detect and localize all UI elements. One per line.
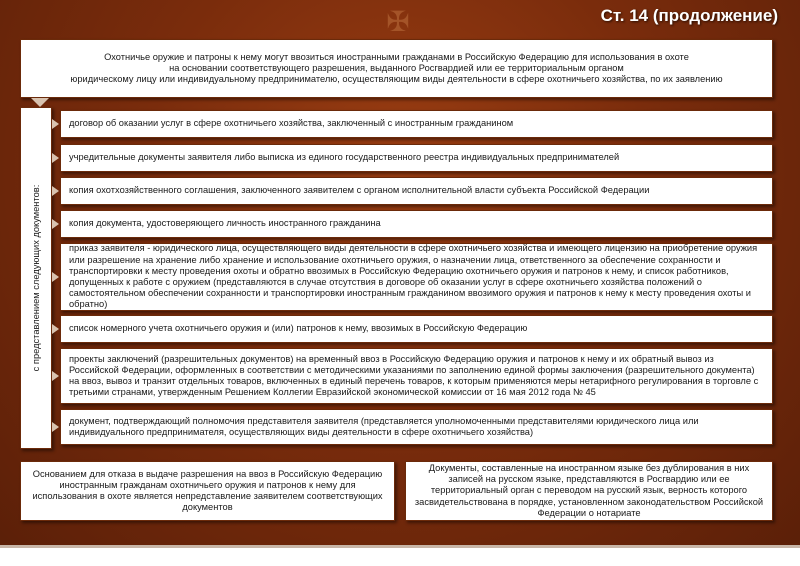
document-text: документ, подтверждающий полномочия представителя заявителя (представляется уполномоченными представителями юридического лица или индивидуального предпринимателя, осуществляющих виды деятельности в сфере охотничьего хозяйства) [69,415,699,437]
emblem-icon: ✠ [386,6,410,37]
intro-line: Охотничье оружие и патроны к нему могут ввозиться иностранными гражданами в Российскую Федерацию для использования в охоте [104,51,689,62]
document-item [60,409,773,445]
document-item [60,348,773,404]
document-item [60,177,773,205]
refusal-basis-box [20,461,395,521]
intro-text [70,52,722,86]
document-text: копия охотхозяйственного соглашения, заключенного заявителем с органом исполнительной власти субъекта Российской Федерации [69,185,650,196]
arrow-right-icon [52,371,59,381]
document-text: копия документа, удостоверяющего личность иностранного гражданина [69,218,381,229]
translation-note-text: Документы, составленные на иностранном языке без дублирования в них записей на русском языке, представляются в Росгвардию или ее территориальный орган с переводом на русский язык, верность которого засвидетельствована в порядке, установленном законодательством Российской Федерации о нотариате [414,462,764,518]
page-title: Ст. 14 (продолжение) [600,6,778,25]
document-text: проекты заключений (разрешительных документов) на временный ввоз в Российскую Федерацию оружия и патронов к нему и их обратный вывоз из Российской Федерации, оформленных в соответствии с методическими указаниями по заполнению единой формы заключения (разрешительного документа) на ввоз, вывоз и транзит отдельных товаров, включенных в единый перечень товаров, к которым применяются меры нетарифного регулирования в торговле с третьими странами, утвержденным Решением Коллегии Евразийской экономической комиссии от 16 мая 2012 года № 45 [69,353,759,398]
side-label: с представлением следующих документов: [31,184,41,372]
arrow-right-icon [52,219,59,229]
arrow-right-icon [52,119,59,129]
arrow-right-icon [52,186,59,196]
footer-band [0,548,800,566]
arrow-right-icon [52,153,59,163]
intro-line: юридическому лицу или индивидуальному предпринимателю, осуществляющим виды деятельности в сфере охотничьего хозяйства, по их заявлению [70,74,723,85]
arrow-down-icon [31,98,49,107]
arrow-right-icon [52,272,59,282]
document-item [60,243,773,311]
document-text: приказ заявителя - юридического лица, осуществляющего виды деятельности в сфере охотничьего хозяйства и имеющего лицензию на приобретение оружия или разрешение на хранение либо хранение и использование охотничьего оружия, о назначении лица, ответственного за обеспечение сохранности и транспортировки к месту проведения охоты и обратно ввозимых в Российскую Федерацию охотничьего оружия и патронов к нему, и список работников, допущенных к работе с оружием (представляются в случае отсутствия в договоре об оказании услуг в сфере охотничьего хозяйства положений о самостоятельном обеспечении сохранности и транспортировки иностранным гражданином ввозимого оружия и патронов к нему к месту проведения охоты и обратно) [69,243,758,310]
intro-line: на основании соответствующего разрешения, выданного Росгвардией или ее территориальным органом [169,62,624,73]
refusal-basis-text: Основанием для отказа в выдаче разрешения на ввоз в Российскую Федерацию иностранным гражданам охотничьего оружия и патронов к нему для использования в охоте является непредставление заявителем соответствующих документов [32,468,383,513]
document-text: учредительные документы заявителя либо выписка из единого государственного реестра индивидуальных предпринимателей [69,152,620,163]
side-panel [20,107,52,449]
document-text: договор об оказании услуг в сфере охотничьего хозяйства, заключенный с иностранным гражданином [69,118,514,129]
arrow-right-icon [52,422,59,432]
intro-box [20,39,773,98]
document-text: список номерного учета охотничьего оружия и (или) патронов к нему, ввозимых в Российскую Федерацию [69,323,528,334]
document-item [60,110,773,138]
document-item [60,144,773,172]
arrow-right-icon [52,324,59,334]
document-item [60,315,773,343]
translation-note-box [405,461,773,521]
document-item [60,210,773,238]
